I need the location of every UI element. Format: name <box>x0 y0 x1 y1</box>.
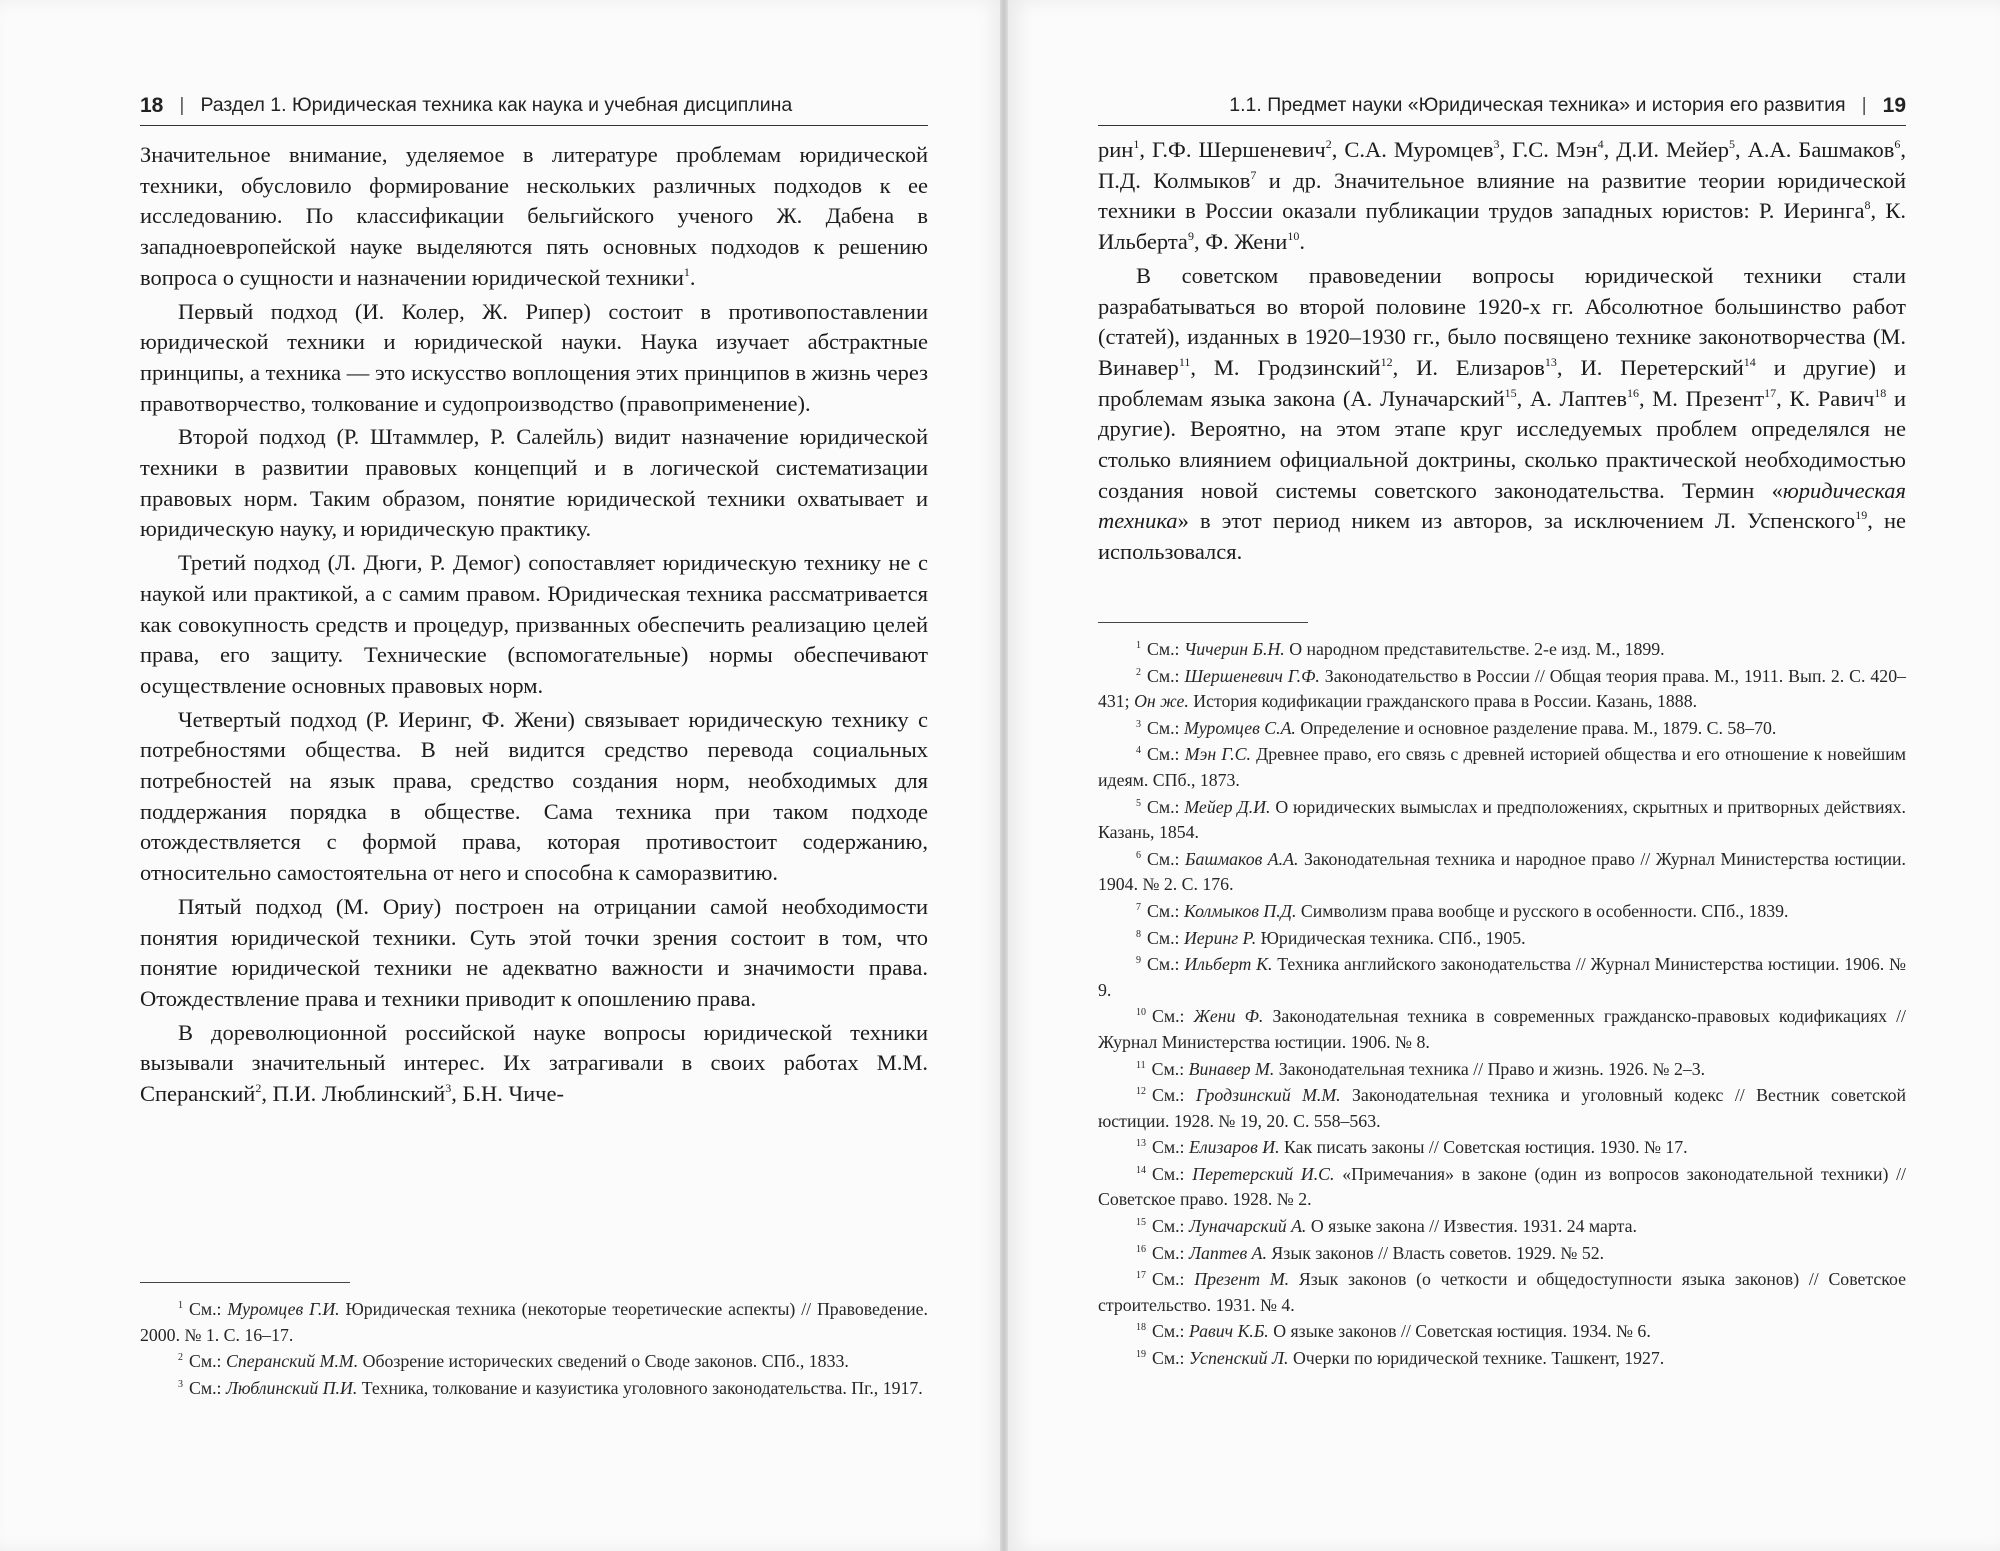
paragraph: рин$^1$, Г.Ф. Шершеневич$^2$, С.А. Муромцев$^3$, Г.С. Мэн$^4$, Д.И. Мейер$^5$, А.А. Башмаков$^6$, П.Д. Колмыков$^7$ и др. Значительное влияние на развитие теории юридической техники в России оказали публикации трудов западных юристов: Р. Иеринга$^8$, К. Ильберта$^9$, Ф. Жени$^{10}$. <box>1098 137 1907 255</box>
paragraph: В советском правоведении вопросы юридической техники стали разрабатываться во второй половине 1920-х гг. Абсолютное большинство работ (статей), изданных в 1920–1930 гг., было посвящено технике законотворчества (М. Винавер$^{11}$, М. Гродзинский$^{12}$, И. Елизаров$^{13}$, И. Перетерский$^{14}$ и другие) и проблемам языка закона (А. Луначарский$^{15}$, А. Лаптев$^{16}$, М. Презент$^{17}$, К. Равич$^{18}$ и другие). Вероятно, на этом этапе круг исследуемых проблем определялся не столько влиянием официальной доктрины, сколько практической необходимостью создания новой системы советского законодательства. Термин «юридическая техника» в этот период никем из авторов, за исключением Л. Успенского$^{19}$, не использовался. <box>1098 262 1907 565</box>
left-running-header <box>140 92 928 126</box>
footnote: $^2$ См.: Шершеневич Г.Ф. Законодательство в России // Общая теория права. М., 1911. Вып. 2. С. 420–431; Он же. История кодификации гражданского права в России. Казань, 1888. <box>1098 665 1906 712</box>
footnote-rule <box>1098 622 1308 623</box>
paragraph: Значительное внимание, уделяемое в литературе проблемам юридической техники, обусловило формирование нескольких различных подходов к ее исследованию. По классификации бельгийского ученого Ж. Дабена в западноевропейской науке выделяются пять основных подходов к решению вопроса о сущности и назначении юридической техники$^1$. <box>140 142 928 290</box>
footnote: $^{11}$ См.: Винавер М. Законодательная техника // Право и жизнь. 1926. № 2–3. <box>1136 1058 1706 1079</box>
paragraph: Третий подход (Л. Дюги, Р. Демог) сопоставляет юридическую технику не с наукой или практикой, а с самим правом. Юридическая техника рассматривается как совокупность средств и процедур, призванных обеспечить реализацию целей права, его защиту. Технические (вспомогательные) нормы обеспечивают осуществление основных правовых норм. <box>140 550 928 698</box>
left-body-text <box>140 140 928 1110</box>
footnote: $^2$ См.: Сперанский М.М. Обозрение исторических сведений о Своде законов. СПб., 1833. <box>178 1351 849 1372</box>
footnote: $^{17}$ См.: Презент М. Язык законов (о четкости и общедоступности языка законов) // Советское строительство. 1931. № 4. <box>1098 1269 1906 1315</box>
footnote: $^{14}$ См.: Перетерский И.С. «Примечания» в законе (один из вопросов законодательной техники) // Советское право. 1928. № 2. <box>1098 1163 1906 1210</box>
footnote: $^1$ См.: Чичерин Б.Н. О народном представительстве. 2-е изд. М., 1899. <box>1136 639 1665 659</box>
page-number: 19 <box>1882 93 1906 117</box>
footnote: $^1$ См.: Муромцев Г.И. Юридическая техника (некоторые теоретические аспекты) // Правоведение. 2000. № 1. С. 16–17. <box>140 1299 929 1345</box>
footnote: $^8$ См.: Иеринг Р. Юридическая техника. СПб., 1905. <box>1136 927 1526 948</box>
footnote: $^{13}$ См.: Елизаров И. Как писать законы // Советская юстиция. 1930. № 17. <box>1136 1137 1688 1158</box>
footnote: $^6$ См.: Башмаков А.А. Законодательная техника и народное право // Журнал Министерства юстиции. 1904. № 2. С. 176. <box>1098 848 1906 895</box>
paragraph: Пятый подход (М. Ориу) построен на отрицании самой необходимости понятия юридической техники. Суть этой точки зрения состоит в том, что понятие юридической техники не адекватно важности и значимости права. Отождествление права и техники приводит к опошлению права. <box>140 893 928 1011</box>
right-footnotes <box>1098 637 1906 1373</box>
header-separator: | <box>1861 94 1867 116</box>
left-footnotes <box>140 1297 928 1402</box>
footnote: $^{18}$ См.: Равич К.Б. О языке законов // Советская юстиция. 1934. № 6. <box>1136 1321 1651 1342</box>
header-separator: | <box>179 94 185 116</box>
footnote: $^{19}$ См.: Успенский Л. Очерки по юридической технике. Ташкент, 1927. <box>1136 1348 1665 1369</box>
paragraph: Второй подход (Р. Штаммлер, Р. Салейль) видит назначение юридической техники в развитии правовых концепций и в логической систематизации правовых норм. Таким образом, понятие юридической техники охватывает и юридическую науку, и юридическую практику. <box>140 424 928 542</box>
footnote: $^7$ См.: Колмыков П.Д. Символизм права вообще и русского в особенности. СПб., 1839. <box>1136 900 1789 921</box>
footnote: $^9$ См.: Ильберт К. Техника английского законодательства // Журнал Министерства юстиции. 1906. № 9. <box>1098 954 1906 1000</box>
footnote: $^{12}$ См.: Гродзинский М.М. Законодательная техника и уголовный кодекс // Вестник советской юстиции. 1928. № 19, 20. С. 558–563. <box>1098 1085 1907 1131</box>
paragraph: Четвертый подход (Р. Иеринг, Ф. Жени) связывает юридическую технику с потребностями общества. В ней видится средство перевода социальных потребностей на язык права, средство создания норм, необходимых для поддержания порядка в обществе. Сама техника при таком подходе отождествляется с формой права, которая противостоит содержанию, относительно самостоятельна от него и способна к саморазвитию. <box>140 706 928 886</box>
footnote: $^4$ См.: Мэн Г.С. Древнее право, его связь с древней историей общества и его отношение к новейшим идеям. СПб., 1873. <box>1098 744 1906 790</box>
footnote: $^3$ См.: Муромцев С.А. Определение и основное разделение права. М., 1879. С. 58–70. <box>1136 717 1777 738</box>
page-number: 18 <box>140 93 164 117</box>
paragraph: В дореволюционной российской науке вопросы юридической техники вызывали значительный интерес. Их затрагивали в своих работах М.М. Сперанский$^2$, П.И. Люблинский$^3$, Б.Н. Чиче- <box>140 1019 928 1107</box>
right-running-header <box>1098 92 1906 126</box>
footnote: $^3$ См.: Люблинский П.И. Техника, толкование и казуистика уголовного законодательства. Пг., 1917. <box>178 1377 923 1398</box>
footnote: $^{16}$ См.: Лаптев А. Язык законов // Власть советов. 1929. № 52. <box>1136 1242 1605 1263</box>
footnote-rule <box>140 1282 350 1283</box>
running-head: 1.1. Предмет науки «Юридическая техника» и история его развития <box>1229 94 1846 116</box>
running-head: Раздел 1. Юридическая техника как наука и учебная дисциплина <box>200 94 793 116</box>
paragraph: Первый подход (И. Колер, Ж. Рипер) состоит в противопоставлении юридической техники и юридической науки. Наука изучает абстрактные принципы, а техника — это искусство воплощения этих принципов в жизнь через правотворчество, толкование и судопроизводство (правоприменение). <box>140 298 928 416</box>
right-page <box>1008 0 2000 1551</box>
book-gutter <box>1000 0 1008 1551</box>
footnote: $^{15}$ См.: Луначарский А. О языке закона // Известия. 1931. 24 марта. <box>1136 1216 1637 1237</box>
footnote: $^5$ См.: Мейер Д.И. О юридических вымыслах и предположениях, скрытных и притворных действиях. Казань, 1854. <box>1098 796 1906 843</box>
right-body-text <box>1098 135 1906 568</box>
footnote: $^{10}$ См.: Жени Ф. Законодательная техника в современных гражданско-правовых кодификациях // Журнал Министерства юстиции. 1906. № 8. <box>1098 1006 1906 1052</box>
